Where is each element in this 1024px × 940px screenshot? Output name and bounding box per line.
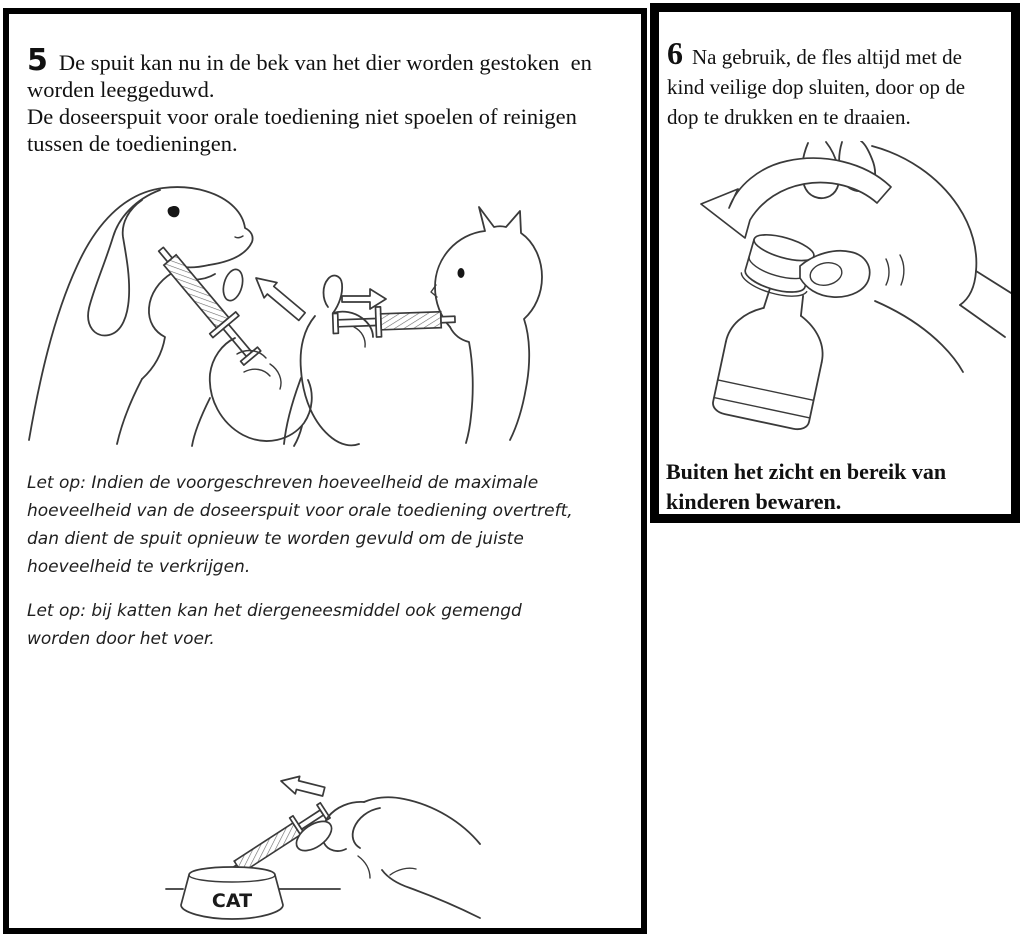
dog-syringe [148,238,265,369]
syringe-into-bowl-illustration [162,748,482,928]
medicine-bottle [711,282,834,431]
bottle-cap-closing-illustration [679,141,1011,434]
note-overfill: Let op: Indien de voorgeschreven hoeveelheid de maximale hoeveelheid van de doseerspuit voor orale toediening overtreft, dan dient de spuit opnieuw te worden gevuld om de juiste hoeveelheid te verkrijgen. [27,473,573,577]
step5-line: tussen de toedieningen. [27,130,238,156]
keep-away-from-children-warning: Buiten het zicht en bereik van kinderen bewaren. [666,459,947,514]
push-arrow-bowl [279,772,326,800]
dog-eye [168,206,180,217]
bowl-label: CAT [211,890,253,912]
cat-syringe [333,304,456,338]
step5-line: worden leeggeduwd. [27,76,215,102]
cat-bowl [181,867,283,919]
push-arrow-dog [250,270,309,324]
push-arrow-cat [342,289,386,309]
step5-panel [3,8,647,934]
twist-arrow [701,158,891,238]
step6-instruction: 6 Na gebruik, de fles altijd met de kind veilige dop sluiten, door op de dop te drukken en te draaien. [667,35,966,129]
step5-line: De doseerspuit voor orale toediening niet spoelen of reinigen [27,103,577,129]
step6-line: dop te drukken en te draaien. [667,105,911,129]
step5-instruction: 5 De spuit kan nu in de bek van het dier worden gestoken en worden leeggeduwd. De doseerspuit voor orale toediening niet spoelen of reinigen tussen de toedieningen. [27,42,592,156]
closing-hand [872,146,1011,372]
step6-line: kind veilige dop sluiten, door op de [667,75,966,99]
step5-line: De spuit kan nu in de bek van het dier worden gestoken en [58,49,592,75]
dog-hand-thumb [220,267,246,303]
cat-eye [458,268,465,278]
step6-panel [650,3,1020,523]
step6-line: Na gebruik, de fles altijd met de [692,45,962,69]
note-cats-food: Let op: bij katten kan het diergeneesmiddel ook gemengd worden door het voer. [27,601,522,649]
cat-figure [431,207,542,443]
dog-and-cat-syringe-illustration [23,166,625,450]
